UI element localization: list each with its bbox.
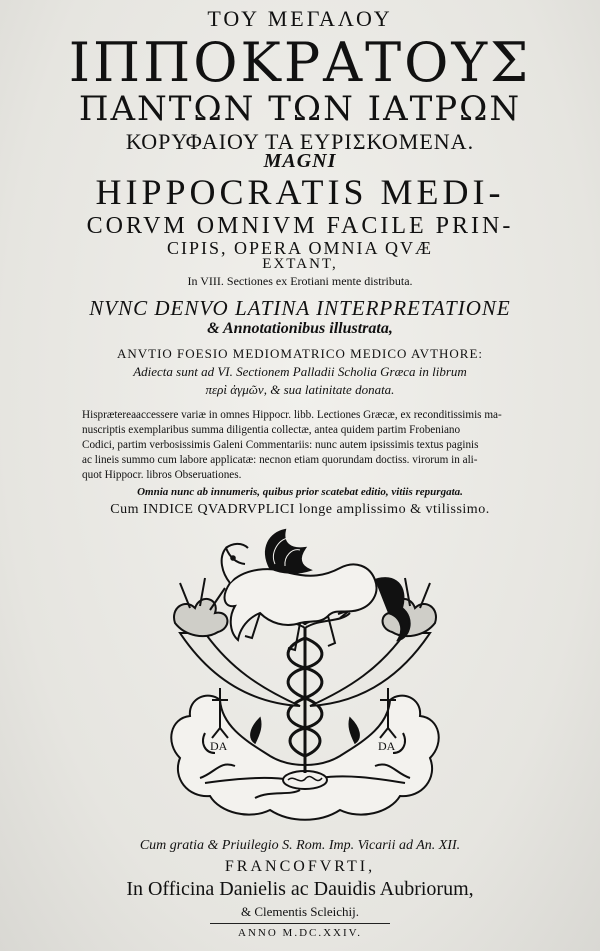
- latin-extant: EXTANT,: [262, 256, 338, 272]
- city-francofurti: FRANCOFVRTI,: [224, 858, 376, 875]
- greek-title-line-1: ΤΟΥ ΜΕΓΑΛΟΥ: [207, 6, 393, 31]
- printer-officina-line: In Officina Danielis ac Dauidis Aubriorum,: [126, 878, 474, 900]
- latin-annotationibus: & Annotationibus illustrata,: [207, 320, 393, 337]
- author-line: ANVTIO FOESIO MEDIOMATRICO MEDICO AVTHORE:: [116, 346, 484, 361]
- monogram-right-text: DA: [378, 739, 396, 753]
- greek-title-line-4: ΚΟΡΥΦΑΙΟΥ ΤΑ ΕΥΡΙΣΚΟΜΕΝΑ.: [125, 129, 475, 154]
- anno-line: ANNO M.DC.XXIV.: [238, 927, 362, 939]
- divider: [210, 923, 390, 924]
- paragraph-line: Codici, partim verbosissimis Galeni Commentariis: nunc autem ipsissimis textus paginis: [82, 439, 479, 451]
- paragraph-line: Hisprætereaaccessere variæ in omnes Hippocr. libb. Lectiones Græcæ, ex reconditissimis ma-: [82, 409, 502, 421]
- peri-agmon-line: περὶ ἀγμῶν, & sua latinitate donata.: [205, 382, 395, 397]
- monogram-left-text: DA: [210, 739, 228, 753]
- omnia-repurgata-line: Omnia nunc ab innumeris, quibus prior scatebat editio, vitiis repurgata.: [137, 486, 463, 498]
- caduceus-icon: [260, 610, 350, 773]
- latin-corum: CORVM OMNIVM FACILE PRIN-: [86, 213, 514, 239]
- variant-readings-paragraph: [82, 408, 532, 483]
- paragraph-line: quot Hippocr. libros Obseruationes.: [82, 469, 242, 481]
- latin-magni: MAGNI: [263, 150, 337, 172]
- greek-title-line-3: ΠΑΝΤΩΝ ΤΩΝ ΙΑΤΡΩΝ: [78, 89, 522, 129]
- paragraph-line: nuscriptis exemplaribus summa diligentia collectæ, antea quidem partim Frobeniano: [82, 424, 461, 436]
- latin-hippocratis: HIPPOCRATIS MEDI-: [95, 172, 505, 212]
- printers-device-emblem: [160, 528, 450, 828]
- cum-indice-line: Cum INDICE QVADRVPLICI longe amplissimo & vtilissimo.: [110, 502, 490, 517]
- paragraph-line: ac lineis summo cum labore applicatæ: necnon etiam quorundam doctiss. virorum in ali-: [82, 454, 478, 466]
- latin-cipis: CIPIS, OPERA OMNIA QVÆ: [166, 238, 434, 258]
- adiecta-line: Adiecta sunt ad VI. Sectionem Palladii Scholia Græca in librum: [133, 364, 467, 379]
- latin-nunc-denuo: NVNC DENVO LATINA INTERPRETATIONE: [89, 296, 511, 320]
- greek-title-hippocratous: ΙΠΠΟΚΡΑΤΟΥΣ: [68, 31, 532, 94]
- privilegio-line: Cum gratia & Priuilegio S. Rom. Imp. Vicarii ad An. XII.: [139, 838, 461, 853]
- latin-sections: In VIII. Sectiones ex Erotiani mente distributa.: [187, 274, 413, 288]
- pegasus-icon: [222, 530, 410, 650]
- clementis-line: & Clementis Scleichij.: [240, 904, 360, 919]
